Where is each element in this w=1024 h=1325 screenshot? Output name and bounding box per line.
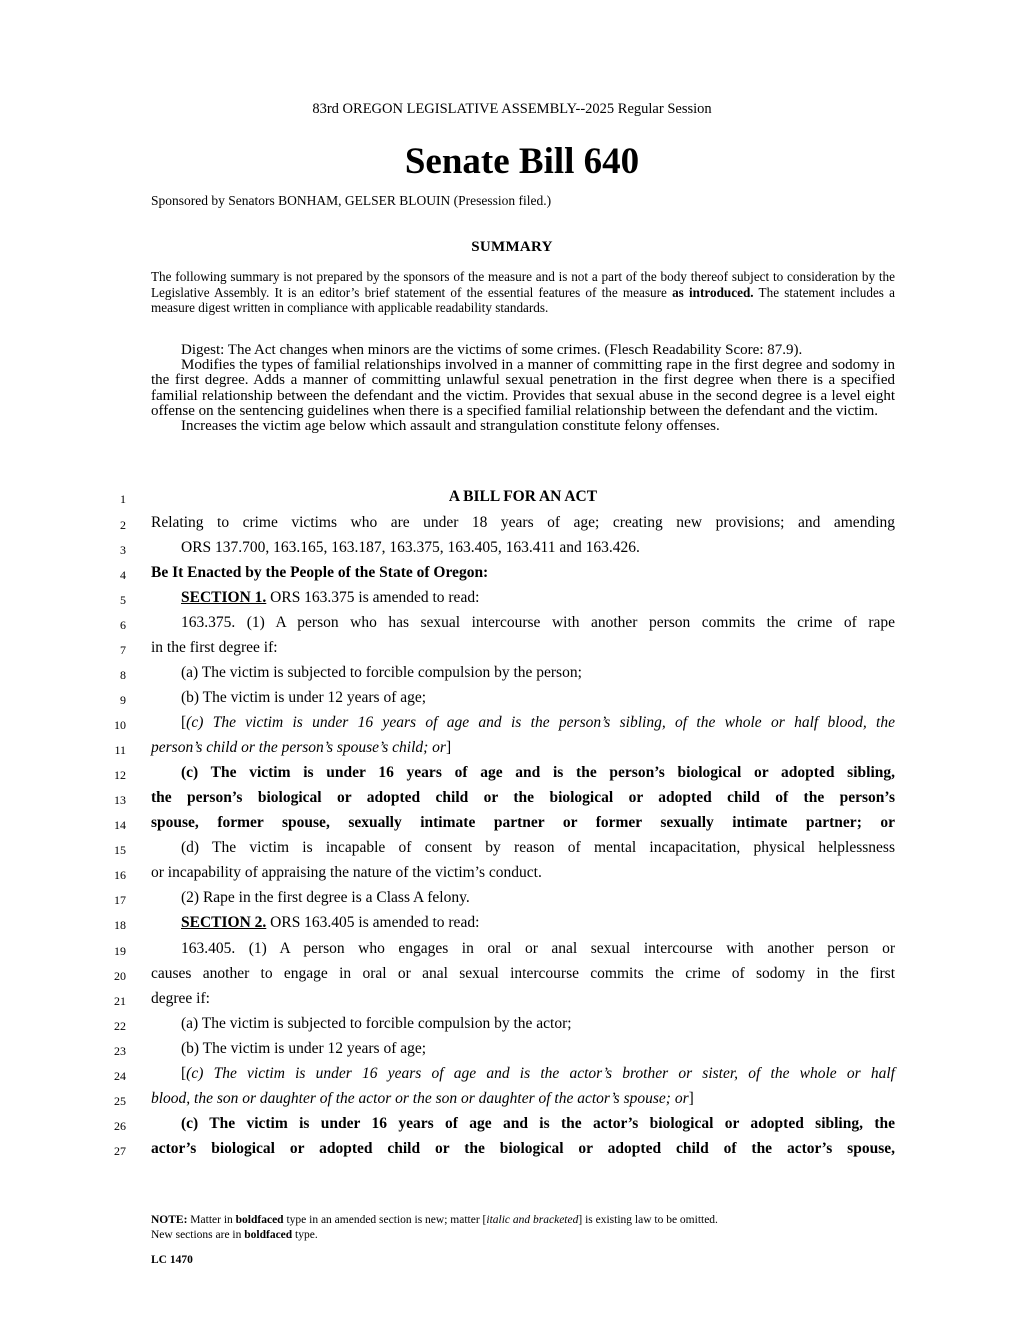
- line-number: 23: [114, 1044, 126, 1058]
- lc-number: LC 1470: [151, 1254, 193, 1266]
- bill-line: [0, 1115, 1024, 1140]
- bill-line: [0, 589, 1024, 614]
- line-number: 25: [114, 1094, 126, 1108]
- new-text: actor’s biological or adopted child or the biological or adopted child of the actor’s spouse,: [151, 1140, 895, 1157]
- line-number: 12: [114, 768, 126, 782]
- bill-text: degree if:: [151, 990, 210, 1007]
- bill-text: (a) The victim is subjected to forcible compulsion by the actor;: [181, 1015, 572, 1032]
- summary-digest: [151, 343, 895, 434]
- line-number: 21: [114, 994, 126, 1008]
- section-label: SECTION 2.: [181, 914, 267, 931]
- bill-line: [0, 614, 1024, 639]
- bill-text: or incapability of appraising the nature of the victim’s conduct.: [151, 864, 542, 881]
- bill-line: [0, 965, 1024, 990]
- bill-line: [0, 714, 1024, 739]
- bill-line: [0, 539, 1024, 564]
- footer-note: NOTE: Matter in boldfaced type in an amended section is new; matter [italic and bracketed] is existing law to be omitted. New sections are in boldfaced type.: [151, 1214, 718, 1241]
- line-number: 5: [120, 593, 126, 607]
- bill-text: (2) Rape in the first degree is a Class A felony.: [181, 889, 470, 906]
- summary-intro: The following summary is not prepared by the sponsors of the measure and is not a part of the body thereof subject to consideration by the Legislative Assembly. It is an editor’s brief statement of the essential features of the measure as introduced. The statement includes a measure digest written in compliance with applicable readability standards.: [151, 269, 895, 316]
- sponsors-line: Sponsored by Senators BONHAM, GELSER BLOUIN (Presession filed.): [151, 193, 552, 208]
- bill-line: [0, 1065, 1024, 1090]
- new-text: the person’s biological or adopted child or the biological or adopted child of the person’s: [151, 789, 895, 806]
- bill-text: (d) The victim is incapable of consent by reason of mental incapacitation, physical helplessness: [181, 839, 895, 856]
- enacting-clause: Be It Enacted by the People of the State of Oregon:: [151, 564, 489, 581]
- bill-text: (b) The victim is under 12 years of age;: [181, 689, 427, 706]
- bill-line: [0, 1140, 1024, 1165]
- line-number: 4: [120, 568, 126, 582]
- digest-paragraph: Modifies the types of familial relationships involved in a manner of committing rape in the first degree and sodomy in the first degree. Adds a manner of committing unlawful sexual penetration in the first degree when there is a specified familial relationship between the defendant and the victim. Provides that sexual abuse in the second degree is a level eight offense on the sentencing guidelines when there is a specified familial relationship between the defendant and the victim.: [151, 357, 895, 419]
- bill-text: SECTION 2. ORS 163.405 is amended to read:: [181, 914, 480, 931]
- bill-line: [0, 639, 1024, 664]
- bill-line: [0, 789, 1024, 814]
- line-number: 9: [120, 693, 126, 707]
- new-text: (c) The victim is under 16 years of age and is the person’s biological or adopted sibling,: [181, 764, 895, 781]
- line-number: 24: [114, 1069, 126, 1083]
- line-number: 15: [114, 843, 126, 857]
- bill-line: [0, 990, 1024, 1015]
- line-number: 17: [114, 893, 126, 907]
- deleted-text: person’s child or the person’s spouse’s child; or]: [151, 739, 452, 756]
- bill-line: [0, 1040, 1024, 1065]
- line-number: 18: [114, 918, 126, 932]
- bill-line: [0, 488, 1024, 513]
- bill-title: Senate Bill 640: [404, 141, 640, 182]
- bill-text: ORS 137.700, 163.165, 163.187, 163.375, 163.405, 163.411 and 163.426.: [181, 539, 640, 556]
- digest-paragraph: Digest: The Act changes when minors are the victims of some crimes. (Flesch Readability Score: 87.9).: [181, 342, 803, 358]
- line-number: 19: [114, 944, 126, 958]
- line-number: 26: [114, 1119, 126, 1133]
- line-number: 16: [114, 868, 126, 882]
- bill-line: [0, 514, 1024, 539]
- line-number: 10: [114, 718, 126, 732]
- bill-line: [0, 814, 1024, 839]
- bill-text: Relating to crime victims who are under 18 years of age; creating new provisions; and amending: [151, 514, 895, 531]
- line-number: 6: [120, 618, 126, 632]
- line-number: 27: [114, 1144, 126, 1158]
- deleted-text: [(c) The victim is under 16 years of age and is the actor’s brother or sister, of the whole or half: [181, 1065, 895, 1082]
- bill-text: causes another to engage in oral or anal sexual intercourse commits the crime of sodomy in the first: [151, 965, 895, 982]
- line-number: 22: [114, 1019, 126, 1033]
- line-number: 3: [120, 543, 126, 557]
- line-number: 13: [114, 793, 126, 807]
- bill-act-heading: A BILL FOR AN ACT: [448, 488, 598, 505]
- bill-text: (a) The victim is subjected to forcible compulsion by the person;: [181, 664, 582, 681]
- bill-text: 163.375. (1) A person who has sexual intercourse with another person commits the crime of rape: [181, 614, 895, 631]
- bill-line: [0, 689, 1024, 714]
- line-number: 14: [114, 818, 126, 832]
- bill-line: [0, 889, 1024, 914]
- line-number: 2: [120, 518, 126, 532]
- bill-text: (b) The victim is under 12 years of age;: [181, 1040, 427, 1057]
- bill-text: SECTION 1. ORS 163.375 is amended to read:: [181, 589, 480, 606]
- bill-line: [0, 839, 1024, 864]
- session-header: 83rd OREGON LEGISLATIVE ASSEMBLY--2025 Regular Session: [312, 101, 712, 117]
- bill-line: [0, 940, 1024, 965]
- deleted-text: [(c) The victim is under 16 years of age and is the person’s sibling, of the whole or half blood, the: [181, 714, 895, 731]
- bill-text: 163.405. (1) A person who engages in oral or anal sexual intercourse with another person or: [181, 940, 895, 957]
- line-number: 7: [120, 643, 126, 657]
- summary-heading: SUMMARY: [471, 239, 553, 255]
- digest-paragraph: Increases the victim age below which assault and strangulation constitute felony offenses.: [181, 418, 720, 435]
- line-number: 1: [120, 492, 126, 506]
- bill-line: [0, 914, 1024, 939]
- line-number: 20: [114, 969, 126, 983]
- bill-line: [0, 1015, 1024, 1040]
- bill-text: in the first degree if:: [151, 639, 278, 656]
- bill-line: [0, 764, 1024, 789]
- bill-line: [0, 664, 1024, 689]
- line-number: 8: [120, 668, 126, 682]
- new-text: spouse, former spouse, sexually intimate partner or former sexually intimate partner; or: [151, 814, 895, 831]
- section-label: SECTION 1.: [181, 589, 267, 606]
- bill-line: [0, 864, 1024, 889]
- line-number: 11: [114, 743, 126, 757]
- bill-line: [0, 739, 1024, 764]
- deleted-text: blood, the son or daughter of the actor or the son or daughter of the actor’s spouse; or]: [151, 1090, 694, 1107]
- bill-line: [0, 1090, 1024, 1115]
- new-text: (c) The victim is under 16 years of age and is the actor’s biological or adopted sibling, the: [181, 1115, 895, 1132]
- bill-line: [0, 564, 1024, 589]
